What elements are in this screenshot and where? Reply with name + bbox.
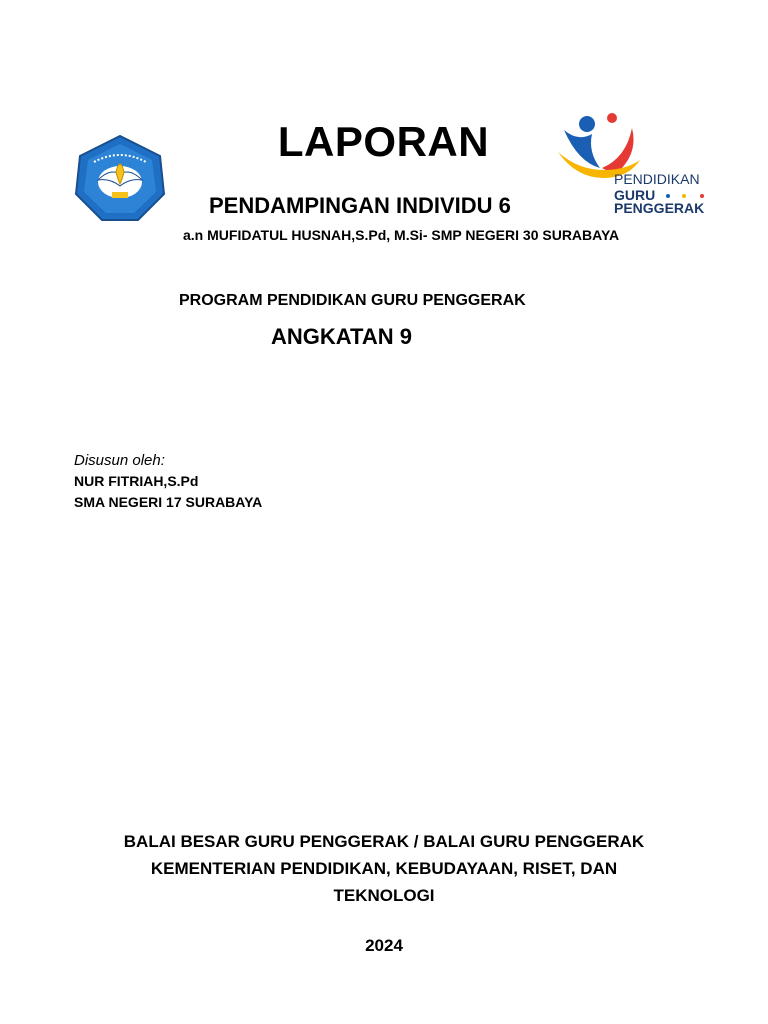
- footer-institution-line-3: TEKNOLOGI: [333, 886, 435, 905]
- document-year: 2024: [365, 936, 403, 955]
- program-name: PROGRAM PENDIDIKAN GURU PENGGERAK: [179, 292, 526, 309]
- author-school: SMA NEGERI 17 SURABAYA: [74, 494, 263, 510]
- footer-institution-line-1: BALAI BESAR GURU PENGGERAK / BALAI GURU PENGGERAK: [123, 832, 645, 851]
- footer-institution-line-2: KEMENTERIAN PENDIDIKAN, KEBUDAYAAN, RISET, DAN: [150, 859, 618, 878]
- pgp-logo-text-1: PENDIDIKAN: [614, 171, 700, 187]
- document-title: LAPORAN: [277, 118, 490, 165]
- pgp-logo-text-3: PENGGERAK: [614, 200, 705, 216]
- author-name: NUR FITRIAH,S.Pd: [74, 473, 199, 489]
- document-subtitle: PENDAMPINGAN INDIVIDU 6: [209, 193, 511, 218]
- prepared-by-label: Disusun oleh:: [74, 452, 165, 469]
- pgp-logo-text-2: GURU: [614, 187, 656, 203]
- on-behalf-of-line: a.n MUFIDATUL HUSNAH,S.Pd, M.Si- SMP NEGERI 30 SURABAYA: [183, 227, 620, 243]
- cohort-label: ANGKATAN 9: [271, 324, 412, 349]
